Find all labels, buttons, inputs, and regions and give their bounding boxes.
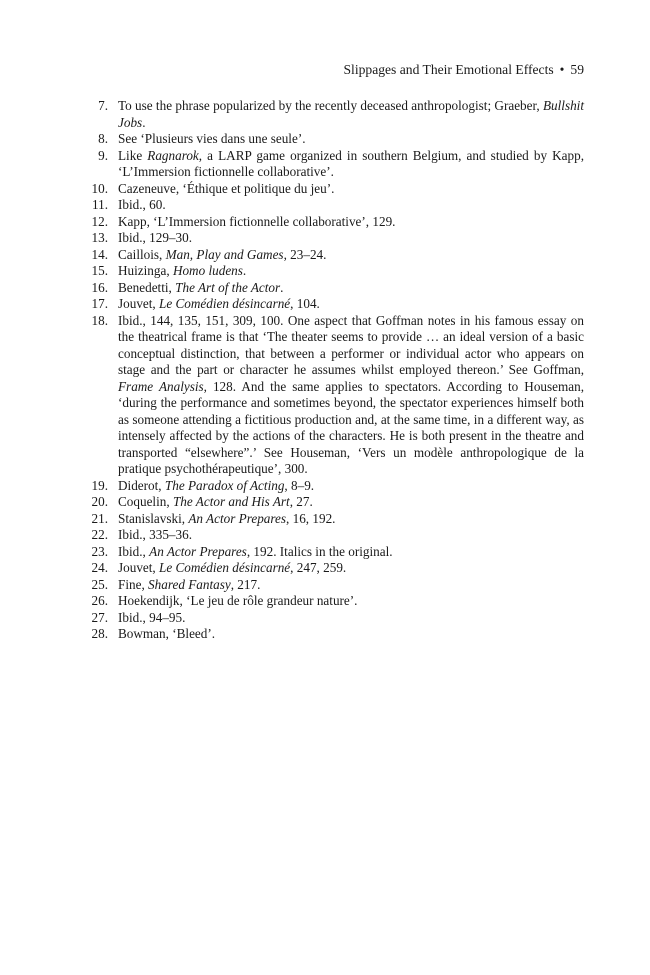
endnote: [84, 98, 584, 131]
endnote: [84, 214, 584, 231]
endnote: [84, 527, 584, 544]
endnotes-list: [84, 98, 584, 643]
endnote-text-segment: Coquelin,: [118, 494, 173, 509]
endnote-text-segment: , 217.: [230, 576, 261, 592]
endnote-text: [118, 511, 584, 528]
endnote-text-segment: Fine,: [118, 576, 149, 592]
endnote-title-italic: Bullshit Jobs: [118, 98, 584, 130]
endnote-number: 8.: [98, 131, 108, 146]
endnote-text: [118, 527, 584, 544]
endnote-text-segment: .: [142, 114, 146, 130]
endnote-number: 26.: [91, 593, 108, 608]
endnote-text-segment: Ibid., 129–30.: [118, 230, 192, 245]
endnote: [84, 197, 584, 214]
endnote-text: [118, 296, 584, 313]
endnote-text: [118, 280, 584, 297]
endnote-number: 13.: [91, 230, 108, 245]
endnote-text-segment: , 192. Italics in the original.: [246, 543, 393, 559]
endnote-number: 16.: [91, 279, 108, 295]
endnote-text-segment: Diderot,: [118, 477, 165, 493]
endnote: [84, 544, 584, 561]
endnote-number: 19.: [91, 477, 108, 493]
endnote-text-segment: .: [242, 263, 247, 278]
endnote-number: 24.: [91, 560, 108, 575]
endnote-number: 23.: [91, 543, 108, 559]
endnote-number: 12.: [91, 213, 108, 229]
endnote: [84, 148, 584, 181]
endnote-text-segment: , 27.: [289, 494, 313, 509]
endnote-text-segment: Like: [118, 147, 148, 163]
endnote-text-segment: Kapp, ‘L’Immersion fictionnelle collaborative’, 129.: [118, 213, 396, 229]
endnote-text: [118, 626, 584, 643]
endnote-title-italic: Frame Analysis: [118, 378, 204, 394]
endnote-number: 14.: [91, 246, 108, 262]
endnote-text: [118, 577, 584, 594]
endnote-title-italic: Ragnarok: [147, 147, 199, 163]
endnote: [84, 263, 584, 280]
endnote-text: [118, 230, 584, 247]
endnote-title-italic: Le Comédien désincarné: [159, 296, 291, 311]
endnote: [84, 560, 584, 577]
endnote-text: [118, 181, 584, 198]
endnote-title-italic: The Actor and His Art: [172, 494, 290, 509]
endnote: [84, 494, 584, 511]
running-title: Slippages and Their Emotional Effects: [343, 62, 554, 77]
endnote-text-segment: , 247, 259.: [290, 560, 347, 575]
endnote-text-segment: See ‘Plusieurs vies dans une seule’.: [118, 131, 306, 146]
endnote-number: 17.: [91, 296, 108, 311]
endnote-number: 11.: [92, 197, 108, 212]
endnote-title-italic: Shared Fantasy: [148, 576, 231, 592]
endnote-text: [118, 247, 584, 264]
endnote-number: 18.: [91, 312, 108, 328]
endnote-text-segment: Ibid., 144, 135, 151, 309, 100. One aspect that Goffman notes in his famous essay on the theatrical frame is that ‘The theater seems to provide … an ideal version of a basic conceptual distinction, that between a performer or individual actor who appears on stage and the part or character he assumes whilst employed thereon.’ See Goffman,: [118, 312, 584, 377]
endnote-text: [118, 148, 584, 181]
endnote-text: [118, 214, 584, 231]
endnote-number: 15.: [91, 263, 108, 278]
endnote: [84, 626, 584, 643]
endnote-number: 10.: [91, 180, 108, 196]
endnote-text-segment: , 8–9.: [284, 477, 315, 493]
endnote-text: [118, 478, 584, 495]
endnote: [84, 230, 584, 247]
endnote-number: 9.: [98, 147, 108, 163]
endnote-title-italic: Man, Play and Games: [165, 246, 284, 262]
endnote-text: [118, 263, 584, 280]
endnote-text-segment: .: [280, 279, 284, 295]
header-bullet: •: [559, 62, 565, 77]
endnote-title-italic: The Art of the Actor: [175, 279, 281, 295]
endnote: [84, 478, 584, 495]
endnote-text-segment: Bowman, ‘Bleed’.: [118, 626, 216, 641]
endnote-text-segment: Huizinga,: [118, 263, 173, 278]
endnote-text: [118, 610, 584, 627]
endnote: [84, 313, 584, 478]
endnote-number: 7.: [98, 98, 108, 113]
endnote-text-segment: , 128. And the same applies to spectators. According to Houseman, ‘during the performance and sometimes beyond, the spectator experiences himself both as someone attending a fictitious production and, at the same time, in a different way, as intensely affected by the actions of the characters. He is both present in the theatre and transported “elsewhere”.’ See Houseman, ‘Vers un modèle anthropologique de la pratique psychothérapeutique’, 300.: [118, 378, 585, 476]
endnote-text-segment: Caillois,: [118, 246, 166, 262]
endnote-title-italic: Homo ludens: [172, 263, 243, 278]
endnote-number: 27.: [91, 609, 108, 625]
endnote-text: [118, 131, 584, 148]
endnote: [84, 577, 584, 594]
endnote-number: 25.: [91, 576, 108, 592]
endnote-number: 20.: [91, 494, 108, 509]
endnote: [84, 296, 584, 313]
endnote-title-italic: Le Comédien désincarné: [159, 560, 291, 575]
endnote-text-segment: Stanislavski,: [118, 510, 189, 526]
page-number: 59: [570, 62, 584, 77]
endnote-text: [118, 313, 584, 478]
endnote: [84, 247, 584, 264]
endnote-text-segment: To use the phrase popularized by the recently deceased anthropologist; Graeber,: [118, 98, 543, 113]
endnote-text: [118, 98, 584, 131]
endnote-text-segment: Ibid.,: [118, 543, 150, 559]
running-head: [343, 61, 584, 79]
endnote-text-segment: Cazeneuve, ‘Éthique et politique du jeu’.: [118, 180, 335, 196]
endnote: [84, 131, 584, 148]
endnote: [84, 511, 584, 528]
endnote-text: [118, 494, 584, 511]
endnote-text-segment: Jouvet,: [118, 296, 160, 311]
endnote-text-segment: Ibid., 335–36.: [118, 527, 192, 542]
endnote-text-segment: Hoekendijk, ‘Le jeu de rôle grandeur nature’.: [118, 593, 358, 608]
endnote-text-segment: , 16, 192.: [286, 510, 336, 526]
endnote-number: 21.: [91, 510, 108, 526]
endnote-title-italic: An Actor Prepares: [149, 543, 247, 559]
endnote-text: [118, 593, 584, 610]
endnote-text-segment: Ibid., 94–95.: [118, 609, 186, 625]
endnote-text: [118, 560, 584, 577]
endnote-number: 22.: [91, 527, 108, 542]
endnote: [84, 610, 584, 627]
endnote: [84, 280, 584, 297]
endnote-title-italic: The Paradox of Acting: [164, 477, 285, 493]
endnote-text: [118, 197, 584, 214]
endnote-text-segment: , 23–24.: [283, 246, 327, 262]
endnote: [84, 593, 584, 610]
endnote-text-segment: Ibid., 60.: [118, 197, 166, 212]
endnote-text: [118, 544, 584, 561]
endnote-title-italic: An Actor Prepares: [188, 510, 287, 526]
endnote-text-segment: , 104.: [290, 296, 320, 311]
endnote-text-segment: Benedetti,: [118, 279, 176, 295]
endnote: [84, 181, 584, 198]
endnote-text-segment: Jouvet,: [118, 560, 160, 575]
endnote-number: 28.: [91, 626, 108, 641]
endnote-text-segment: , a LARP game organized in southern Belgium, and studied by Kapp, ‘L’Immersion fictionnelle collaborative’.: [118, 147, 584, 179]
